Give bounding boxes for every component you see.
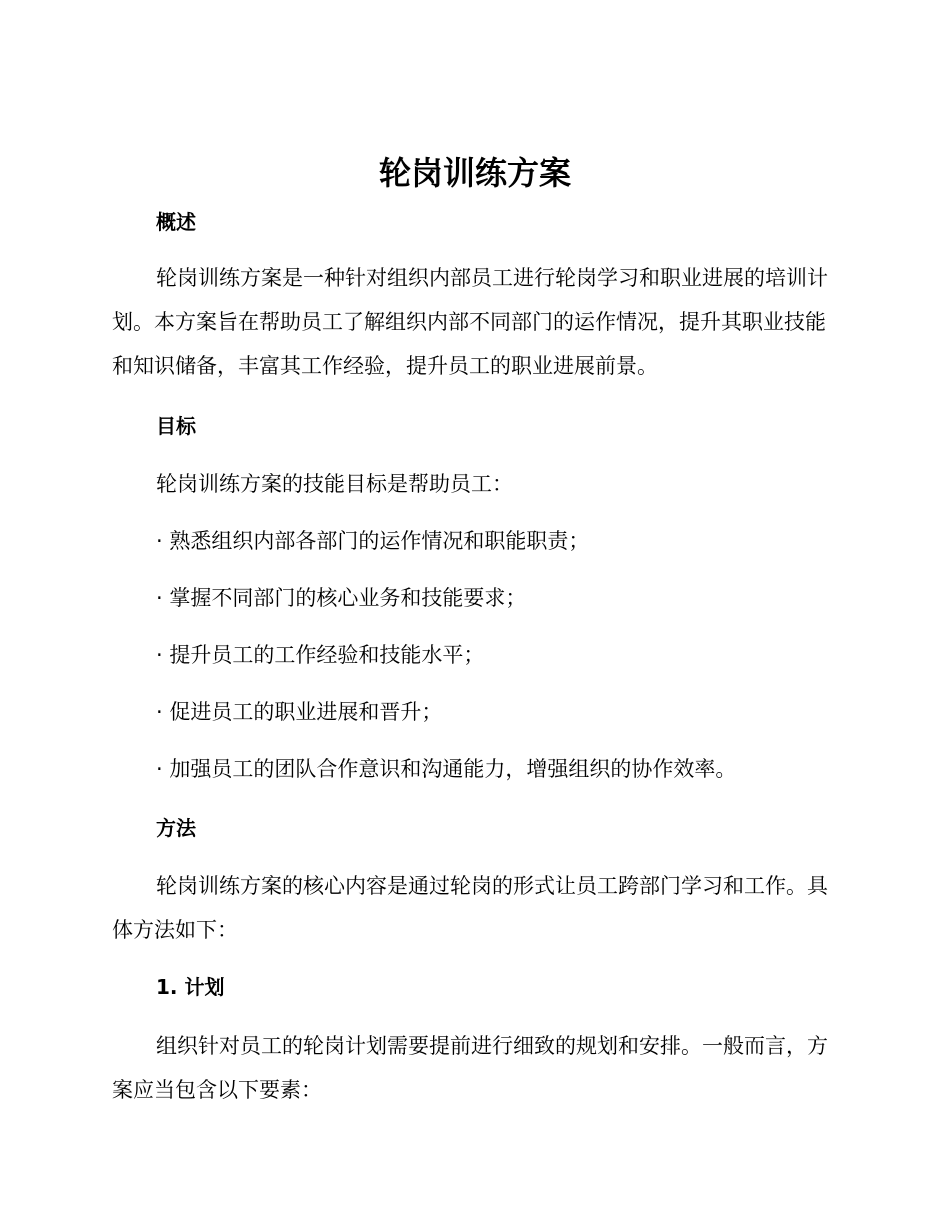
goal-list-item: · 提升员工的工作经验和技能水平；: [156, 643, 485, 667]
section-heading-overview: 概述: [156, 210, 196, 234]
section-heading-plan: 1. 计划: [156, 975, 225, 999]
document-title: 轮岗训练方案: [378, 154, 571, 192]
plan-paragraph: 组织针对员工的轮岗计划需要提前进行细致的规划和安排。一般而言，方案应当包含以下要素：: [112, 1034, 828, 1102]
overview-paragraph: 轮岗训练方案是一种针对组织内部员工进行轮岗学习和职业进展的培训计划。本方案旨在帮助员工了解组织内部不同部门的运作情况，提升其职业技能和知识储备，丰富其工作经验，提升员工的职业进展前景。: [112, 266, 828, 378]
goal-list-item: · 掌握不同部门的核心业务和技能要求；: [156, 586, 527, 610]
goal-list-item: · 加强员工的团队合作意识和沟通能力，增强组织的协作效率。: [156, 757, 737, 781]
method-paragraph: 轮岗训练方案的核心内容是通过轮岗的形式让员工跨部门学习和工作。具体方法如下：: [112, 874, 828, 942]
section-heading-method: 方法: [156, 816, 196, 840]
goals-intro: 轮岗训练方案的技能目标是帮助员工：: [156, 472, 513, 496]
goal-list-item: · 熟悉组织内部各部门的运作情况和职能职责；: [156, 529, 590, 553]
section-heading-goals: 目标: [156, 414, 196, 438]
goal-list-item: · 促进员工的职业进展和晋升；: [156, 700, 443, 724]
